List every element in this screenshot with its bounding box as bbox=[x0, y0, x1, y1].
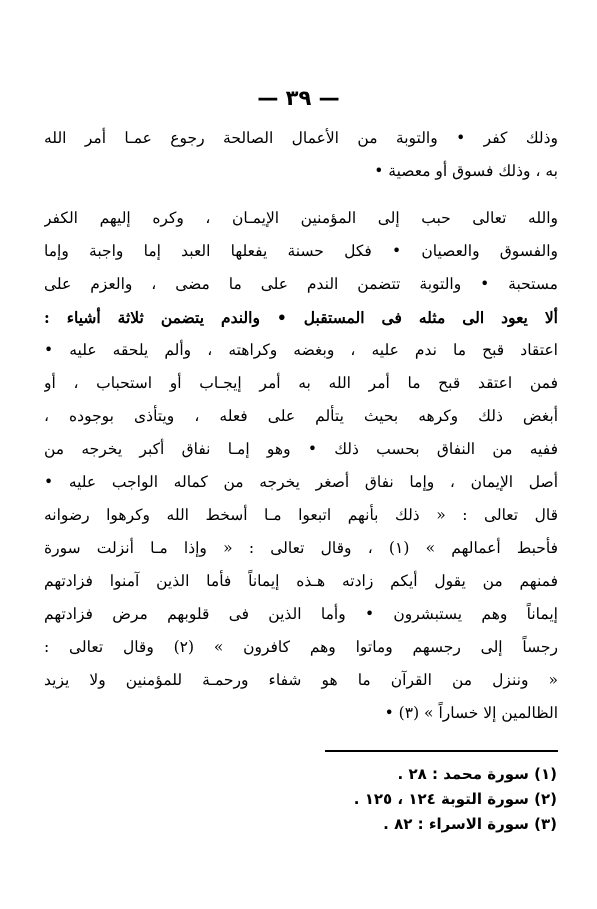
text-line: إيماناً وهم يستبشرون • وأما الذين فى قلوبهم مرض فزادتهم bbox=[44, 605, 558, 623]
text-line: فأحبط أعمالهم » (١) ، وقال تعالى : « وإذا مـا أنزلت سورة bbox=[44, 539, 558, 557]
text-line: أصل الإيمان ، وإما نفاق أصغر يخرجه من كماله الواجب عليه • bbox=[44, 473, 558, 491]
paragraph-spacer bbox=[44, 188, 558, 202]
text-line: مستحبة • والتوبة تتضمن الندم على ما مضى ، والعزم على bbox=[44, 275, 558, 293]
paragraph bbox=[44, 202, 558, 730]
text-line: فمنهم من يقول أيكم زادته هـذه إيماناً فأما الذين آمنوا فزادتهم bbox=[44, 572, 558, 590]
text-line: والفسوق والعصيان • فكل حسنة يفعلها العبد إما واجبة وإما bbox=[44, 242, 558, 260]
text-line: أبغض ذلك وكرهه بحيث يتألم على فعله ، ويتأذى بوجوده ، bbox=[44, 407, 558, 425]
text-line: ففيه من النفاق بحسب ذلك • وهو إمـا نفاق أكبر يخرجه من bbox=[44, 440, 558, 458]
footnote: (١) سورة محمد : ٢٨ . bbox=[397, 765, 557, 783]
text-line: به ، وذلك فسوق أو معصية • bbox=[374, 162, 558, 180]
text-line: ألا يعود الى مثله فى المستقبل • والندم يتضمن ثلاثة أشياء : bbox=[44, 308, 558, 327]
text-line: « وننزل من القرآن ما هو شفاء ورحمـة للمؤمنين ولا يزيد bbox=[44, 671, 558, 689]
text-line: رجساً إلى رجسهم وماتوا وهم كافرون » (٢) وقال تعالى : bbox=[44, 638, 558, 656]
text-line: الظالمين إلا خساراً » (٣) • bbox=[384, 704, 558, 722]
footnote: (٣) سورة الاسراء : ٨٢ . bbox=[383, 815, 557, 833]
body-text bbox=[44, 122, 558, 730]
paragraph bbox=[44, 122, 558, 188]
footnote-divider bbox=[325, 750, 558, 752]
page-number: — ٣٩ — bbox=[257, 86, 340, 110]
text-line: قال تعالى : « ذلك بأنهم اتبعوا مـا أسخط الله وكرهوا رضوانه bbox=[44, 506, 558, 524]
text-line: والله تعالى حبب إلى المؤمنين الإيمـان ، وكره إليهم الكفر bbox=[44, 209, 558, 227]
text-line: وذلك كفر • والتوبة من الأعمال الصالحة رجوع عمـا أمر الله bbox=[44, 129, 558, 147]
footnotes bbox=[237, 762, 557, 837]
text-line: اعتقاد قبح ما ندم عليه ، وبغضه وكراهته ، وألم يلحقه عليه • bbox=[44, 341, 558, 359]
footnote: (٢) سورة التوبة ١٢٤ ، ١٢٥ . bbox=[353, 790, 557, 808]
text-line: فمن اعتقد قبح ما أمر الله به أمر إيجـاب أو استحباب ، أو bbox=[44, 374, 558, 392]
